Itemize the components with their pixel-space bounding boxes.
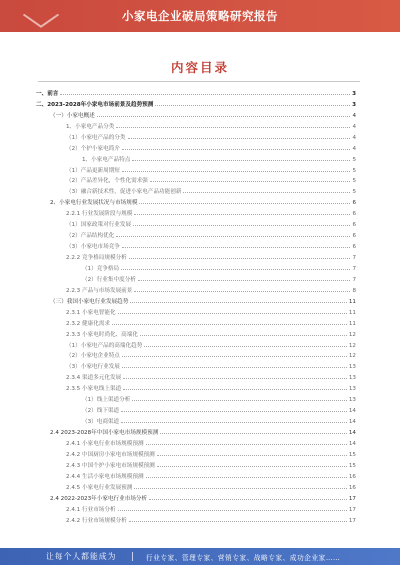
toc-entry[interactable] [36, 250, 356, 261]
toc-leader-dots [122, 149, 351, 150]
toc-page-number: 11 [348, 298, 356, 305]
toc-entry[interactable] [36, 436, 356, 447]
toc-entry[interactable] [36, 305, 356, 316]
page-footer [0, 548, 400, 565]
toc-page-number: 15 [348, 462, 356, 469]
toc-leader-dots [150, 181, 351, 182]
toc-entry[interactable] [36, 338, 356, 349]
toc-page-number: 13 [348, 386, 356, 393]
toc-leader-dots [139, 203, 350, 204]
toc-entry[interactable] [36, 272, 356, 283]
toc-entry-title: （1）小家电产品的高端化趋势 [66, 342, 143, 349]
toc-entry[interactable] [36, 316, 356, 327]
toc-page-number: 3 [352, 101, 356, 108]
toc-entry[interactable] [36, 491, 356, 502]
toc-entry[interactable] [36, 294, 356, 305]
toc-leader-dots [116, 127, 350, 128]
toc-page-number: 17 [348, 517, 356, 524]
footer-tagline: 行业专家、管理专家、营销专家、战略专家、成功企业家…… [146, 554, 341, 562]
toc-entry-title: 1、小家电产品特点 [82, 156, 131, 163]
toc-leader-dots [134, 291, 350, 292]
toc-entry[interactable] [36, 239, 356, 250]
toc-entry-title: 2.4 2023-2028年中国小家电市场规模预测 [50, 430, 159, 436]
toc-page-number: 7 [352, 276, 356, 283]
toc-leader-dots [121, 269, 350, 270]
toc-leader-dots [122, 356, 347, 357]
toc-entry[interactable] [36, 119, 356, 130]
toc-entry-title: 2.4.2 中国厨房小家电市场规模预测 [66, 451, 155, 458]
toc-entry-title: （3）融合新技术性，促进小家电产品功能创新 [66, 189, 182, 196]
toc-page-number: 4 [352, 134, 356, 141]
toc-leader-dots [133, 225, 350, 226]
toc-entry[interactable] [36, 206, 356, 217]
toc-leader-dots [157, 455, 347, 456]
toc-page-number: 13 [348, 375, 356, 382]
toc-page-number: 5 [352, 178, 356, 185]
toc-entry[interactable] [36, 458, 356, 469]
toc-leader-dots [123, 378, 347, 379]
toc-entry[interactable] [36, 228, 356, 239]
toc-page-number: 12 [348, 353, 356, 360]
toc-entry[interactable] [36, 195, 356, 206]
toc-entry-title: （1）国家政策对行业发展 [66, 222, 132, 229]
toc-entry-title: 2.4.5 小家电行业发展预测 [66, 484, 133, 491]
toc-page-number: 14 [348, 419, 356, 426]
toc-leader-dots [138, 280, 351, 281]
toc-page-number: 6 [352, 211, 356, 218]
toc-leader-dots [60, 94, 350, 95]
toc-leader-dots [132, 400, 347, 401]
toc-entry[interactable] [36, 359, 356, 370]
toc-entry-title: （3）小家电市场竞争 [66, 244, 120, 251]
toc-leader-dots [112, 324, 347, 325]
toc-page-number: 14 [348, 408, 356, 415]
toc-leader-dots [116, 236, 350, 237]
toc-entry[interactable] [36, 480, 356, 491]
toc-leader-dots [146, 477, 347, 478]
toc-entry-title: 2.2.2 竞争格局规模分析 [66, 255, 127, 261]
toc-entry-title: （2）小家电企业特点 [66, 353, 120, 360]
toc-entry-title: 2.3.1 小家电智能化 [66, 309, 116, 316]
toc-leader-dots [134, 214, 350, 215]
toc-entry[interactable] [36, 108, 356, 119]
toc-page-number: 15 [348, 451, 356, 458]
toc-entry-title: （2）个护小家电简介 [66, 145, 120, 152]
toc-leader-dots [129, 258, 351, 259]
toc-leader-dots [146, 444, 347, 445]
toc-page-number: 5 [352, 156, 356, 163]
toc-leader-dots [121, 422, 347, 423]
toc-entry[interactable] [36, 97, 356, 108]
toc-page-number: 4 [352, 145, 356, 152]
table-of-contents [36, 86, 356, 524]
toc-leader-dots [128, 138, 351, 139]
toc-entry-title: （2）产品结构优化 [66, 233, 115, 240]
toc-page-number: 3 [352, 90, 356, 97]
toc-entry-title: 2.2.3 产品与市场发展前景 [66, 287, 133, 294]
toc-leader-dots [122, 171, 351, 172]
toc-leader-dots [123, 389, 347, 390]
toc-entry-title: （3）电商渠道 [82, 419, 120, 426]
toc-entry[interactable] [36, 152, 356, 163]
toc-entry-title: 二、2023-2028年小家电市场前景及趋势预测 [36, 101, 154, 108]
toc-entry[interactable] [36, 381, 356, 392]
footer-slogan: 让每个人都能成为 [46, 552, 117, 561]
toc-entry-title: 1、小家电产品分类 [66, 123, 115, 130]
toc-entry[interactable] [36, 217, 356, 228]
toc-entry[interactable] [36, 425, 356, 436]
toc-page-number: 11 [348, 320, 356, 327]
toc-entry[interactable] [36, 130, 356, 141]
toc-entry[interactable] [36, 283, 356, 294]
toc-page-number: 8 [352, 287, 356, 294]
toc-leader-dots [155, 105, 350, 106]
toc-entry[interactable] [36, 184, 356, 195]
toc-page-number: 17 [348, 506, 356, 513]
toc-entry-title: 2.3.2 健康化需求 [66, 320, 110, 327]
toc-entry-title: 2.4 2022-2023年小家电行业市场分析 [50, 495, 148, 502]
toc-entry[interactable] [36, 327, 356, 338]
toc-entry-title: （2）产品差异化，个性化需求强 [66, 178, 148, 185]
toc-leader-dots [140, 335, 347, 336]
toc-page-number: 13 [348, 364, 356, 371]
toc-page-number: 6 [352, 244, 356, 251]
page-header [0, 0, 400, 32]
toc-entry[interactable] [36, 447, 356, 458]
toc-entry-title: （1）竞争格局 [82, 265, 120, 272]
toc-page-number: 7 [352, 265, 356, 272]
toc-leader-dots [160, 433, 347, 434]
toc-entry-title: 2.4.1 行业市场分析 [66, 506, 116, 513]
toc-entry-title: 2.4.3 中国个护小家电市场规模预测 [66, 462, 155, 469]
toc-page-number: 5 [352, 189, 356, 196]
toc-page-number: 11 [348, 309, 356, 316]
toc-entry[interactable] [36, 174, 356, 185]
toc-leader-dots [157, 466, 347, 467]
toc-entry-title: （1）线上渠道分析 [82, 397, 131, 404]
toc-page-number: 6 [352, 222, 356, 229]
toc-entry-title: （1）产品更新周期短 [66, 167, 120, 174]
toc-leader-dots [130, 302, 347, 303]
toc-entry-title: （一）小家电概述 [50, 112, 95, 119]
toc-leader-dots [122, 367, 347, 368]
toc-entry-title: （2）线下渠道 [82, 408, 120, 415]
toc-entry-title: 2.4.1 小家电行业市场规模预测 [66, 440, 144, 447]
toc-page-number: 16 [348, 473, 356, 480]
toc-entry-title: （三）我国小家电行业发展趋势 [50, 298, 129, 305]
toc-entry[interactable] [36, 163, 356, 174]
toc-entry-title: （2）行业集中度分析 [82, 276, 136, 283]
toc-entry-title: 2.4.2 行业市场规模分析 [66, 517, 127, 524]
toc-entry[interactable] [36, 86, 356, 97]
toc-entry[interactable] [36, 414, 356, 425]
toc-entry[interactable] [36, 403, 356, 414]
toc-entry[interactable] [36, 469, 356, 480]
toc-leader-dots [132, 160, 350, 161]
toc-entry-title: 2.3.4 渠道多元化发展 [66, 375, 122, 382]
toc-page-number: 13 [348, 397, 356, 404]
toc-page-number: 6 [352, 200, 356, 207]
toc-page-number: 7 [352, 255, 356, 261]
toc-entry[interactable] [36, 502, 356, 513]
footer-divider [132, 552, 133, 561]
toc-page-number: 12 [348, 342, 356, 349]
toc-page-number: 12 [348, 331, 356, 338]
toc-entry-title: 2.4.4 生活小家电市场规模预测 [66, 473, 144, 480]
toc-entry[interactable] [36, 370, 356, 381]
toc-page-number: 4 [352, 123, 356, 130]
toc-leader-dots [118, 510, 347, 511]
toc-page-number: 6 [352, 233, 356, 240]
toc-entry-title: 2.3.5 小家电线上渠道 [66, 386, 122, 393]
divider [38, 81, 360, 82]
toc-entry[interactable] [36, 349, 356, 360]
toc-page-number: 5 [352, 167, 356, 174]
toc-entry-title: 2.3.3 小家电时尚化、高端化 [66, 331, 138, 338]
toc-leader-dots [129, 521, 347, 522]
toc-page-number: 14 [348, 430, 356, 436]
toc-page-number: 16 [348, 484, 356, 491]
toc-leader-dots [122, 247, 351, 248]
toc-leader-dots [121, 411, 347, 412]
toc-leader-dots [118, 313, 347, 314]
toc-entry[interactable] [36, 261, 356, 272]
toc-page-number: 4 [352, 112, 356, 119]
toc-page-number: 14 [348, 440, 356, 447]
toc-entry-title: （1）小家电产品的分类 [66, 134, 126, 141]
toc-entry-title: 2、小家电行业发展状况与市场规模 [50, 200, 138, 207]
toc-leader-dots [183, 192, 350, 193]
toc-entry[interactable] [36, 392, 356, 403]
toc-leader-dots [134, 488, 347, 489]
toc-entry-title: 2.2.1 行业发展阶段与规模 [66, 211, 133, 218]
report-title: 小家电企业破局策略研究报告 [122, 9, 278, 23]
toc-entry[interactable] [36, 141, 356, 152]
toc-page-number: 17 [348, 495, 356, 502]
toc-entry[interactable] [36, 513, 356, 524]
toc-leader-dots [97, 116, 351, 117]
logo-icon [23, 2, 60, 28]
toc-heading: 内容目录 [170, 60, 229, 75]
toc-entry-title: 一、前言 [36, 90, 59, 97]
toc-leader-dots [144, 346, 347, 347]
toc-entry-title: （3）小家电行业发展 [66, 364, 120, 371]
toc-leader-dots [149, 499, 347, 500]
